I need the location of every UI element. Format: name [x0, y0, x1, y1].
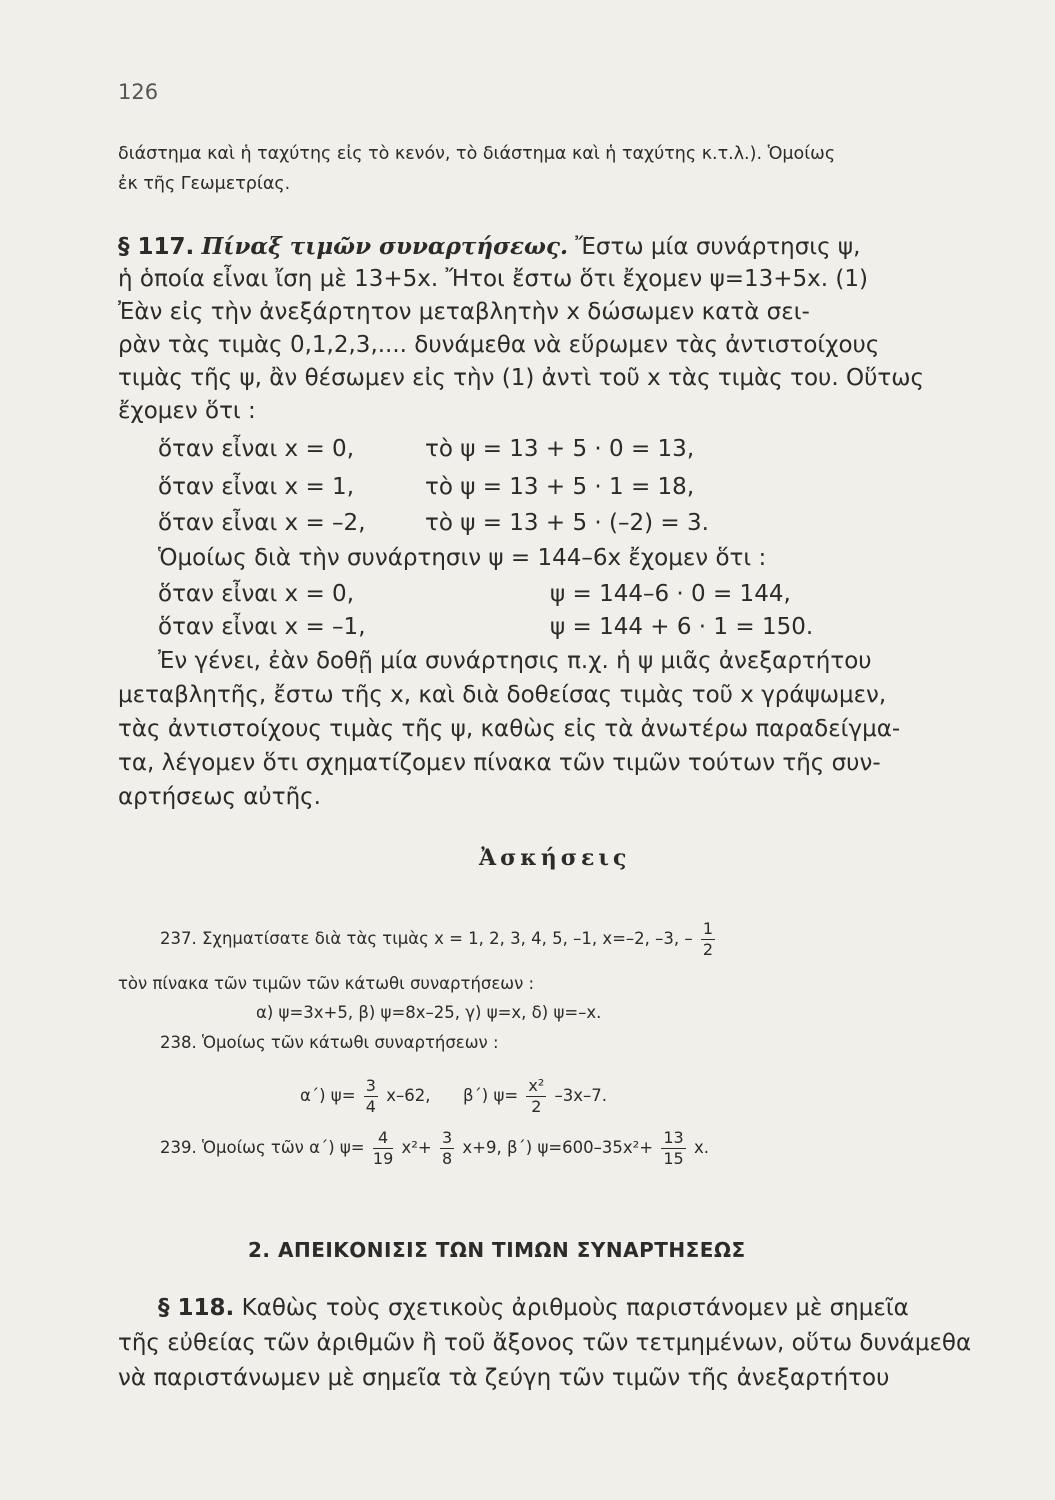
section-117-line: ρὰν τὰς τιμὰς 0,1,2,3,.... δυνάμεθα νὰ εὕρωμεν τὰς ἀντιστοίχους [118, 332, 880, 358]
fraction-numerator: 1 [702, 919, 714, 938]
fraction-denominator: 2 [531, 1097, 542, 1116]
conclusion-line: τα, λέγομεν ὅτι σχηματίζομεν πίνακα τῶν τιμῶν τούτων τῆς συν- [118, 750, 881, 776]
section-118-heading [158, 1295, 909, 1321]
conclusion-line: Ἐν γένει, ἐὰν δοθῇ μία συνάρτησις π.χ. ἡ ψ μιᾶς ἀνεξαρτήτου [158, 648, 872, 674]
fraction-denominator: 4 [365, 1097, 376, 1116]
formula-text: x²+ [401, 1138, 432, 1157]
section-117-number: § 117. [118, 234, 195, 260]
fraction-numerator: 4 [373, 1130, 393, 1149]
conclusion-line: μεταβλητῆς, ἔστω τῆς x, καὶ διὰ δοθείσας τιμὰς τοῦ x γράψωμεν, [118, 682, 887, 708]
fraction [526, 1078, 546, 1115]
table1-condition: ὅταν εἶναι x = 0, [158, 436, 355, 462]
formula-suffix: x–62, [386, 1086, 431, 1105]
section-118-line: νὰ παριστάνωμεν μὲ σημεῖα τὰ ζεύγη τῶν τιμῶν τῆς ἀνεξαρτήτου [118, 1365, 890, 1391]
fraction [440, 1130, 454, 1167]
exercise-237-text: 237. Σχηματίσατε διὰ τὰς τιμὰς x = 1, 2, 3, 4, 5, –1, x=–2, –3, – [160, 929, 693, 948]
fraction [373, 1130, 393, 1167]
exercise-237 [160, 921, 718, 958]
table1-result: τὸ ψ = 13 + 5 · 0 = 13, [425, 436, 695, 462]
table2-result: ψ = 144 + 6 · 1 = 150. [550, 614, 814, 640]
section-117-line: ἔχομεν ὅτι : [118, 398, 256, 424]
fraction [364, 1078, 378, 1115]
section-117-heading [118, 233, 860, 260]
fraction [661, 1130, 685, 1167]
section-117-first-line: Ἔστω μία συνάρτησις ψ, [575, 234, 861, 260]
fraction [701, 921, 715, 958]
fraction-denominator: 19 [372, 1149, 394, 1168]
fraction-numerator: 3 [365, 1076, 376, 1095]
exercise-237-line-2: τὸν πίνακα τῶν τιμῶν τῶν κάτωθι συναρτήσεων : [118, 974, 535, 993]
section-117-line: τιμὰς τῆς ψ, ἂν θέσωμεν εἰς τὴν (1) ἀντὶ τοῦ x τὰς τιμὰς του. Οὕτως [118, 365, 924, 391]
section-118-first-line: Καθὼς τοὺς σχετικοὺς ἀριθμοὺς παριστάνομεν μὲ σημεῖα [241, 1295, 909, 1321]
chapter-section-heading: 2. ΑΠΕΙΚΟΝΙΣΙΣ ΤΩΝ ΤΙΜΩΝ ΣΥΝΑΡΤΗΣΕΩΣ [248, 1238, 746, 1262]
formula-prefix: α΄) ψ= [300, 1086, 356, 1105]
fraction-numerator: 13 [663, 1128, 684, 1147]
exercise-238-formulas [300, 1078, 607, 1115]
intro-line-1: διάστημα καὶ ἡ ταχύτης εἰς τὸ κενόν, τὸ διάστημα καὶ ἡ ταχύτης κ.τ.λ.). Ὁμοίως [118, 144, 836, 164]
section-118-number: § 118. [158, 1295, 235, 1321]
table1-condition: ὅταν εἶναι x = 1, [158, 474, 355, 500]
exercise-238: 238. Ὁμοίως τῶν κάτωθι συναρτήσεων : [160, 1033, 499, 1052]
exercise-237-line-3: α) ψ=3x+5, β) ψ=8x–25, γ) ψ=x, δ) ψ=–x. [256, 1003, 602, 1022]
fraction-denominator: 8 [441, 1149, 453, 1168]
section-117-line: ἡ ὁποία εἶναι ἴση μὲ 13+5x. Ἤτοι ἔστω ὅτι ἔχομεν ψ=13+5x. (1) [118, 266, 868, 292]
fraction-denominator: 2 [702, 940, 714, 959]
page-number: 126 [118, 80, 159, 104]
section-117-title: Πίναξ τιμῶν συναρτήσεως. [201, 233, 568, 260]
table2-result: ψ = 144–6 · 0 = 144, [550, 581, 791, 607]
exercise-239 [160, 1130, 709, 1167]
fraction-denominator: 15 [663, 1149, 684, 1168]
table2-condition: ὅταν εἶναι x = 0, [158, 581, 355, 607]
formula-prefix: 239. Ὁμοίως τῶν α΄) ψ= [160, 1138, 365, 1157]
intro-line-2: ἐκ τῆς Γεωμετρίας. [118, 174, 291, 194]
table1-condition: ὅταν εἶναι x = –2, [158, 510, 366, 536]
similar-line: Ὁμοίως διὰ τὴν συνάρτησιν ψ = 144–6x ἔχομεν ὅτι : [158, 545, 767, 571]
table1-result: τὸ ψ = 13 + 5 · 1 = 18, [425, 474, 695, 500]
formula-suffix: –3x–7. [554, 1086, 608, 1105]
fraction-numerator: 3 [441, 1128, 453, 1147]
table2-condition: ὅταν εἶναι x = –1, [158, 614, 366, 640]
formula-suffix: x. [693, 1138, 709, 1157]
section-118-line: τῆς εὐθείας τῶν ἀριθμῶν ἢ τοῦ ἄξονος τῶν τετμημένων, οὕτω δυνάμεθα [118, 1330, 972, 1356]
conclusion-line: αρτήσεως αὐτῆς. [118, 784, 321, 810]
exercises-heading: Ἀσκήσεις [479, 845, 631, 871]
formula-text: x+9, β΄) ψ=600–35x²+ [462, 1138, 654, 1157]
section-117-line: Ἐὰν εἰς τὴν ἀνεξάρτητον μεταβλητὴν x δώσωμεν κατὰ σει- [118, 299, 810, 325]
conclusion-line: τὰς ἀντιστοίχους τιμὰς τῆς ψ, καθὼς εἰς τὰ ἀνωτέρω παραδείγμα- [118, 716, 901, 742]
table1-result: τὸ ψ = 13 + 5 · (–2) = 3. [425, 510, 709, 536]
formula-prefix: β΄) ψ= [462, 1086, 519, 1105]
fraction-numerator: x² [528, 1076, 545, 1095]
